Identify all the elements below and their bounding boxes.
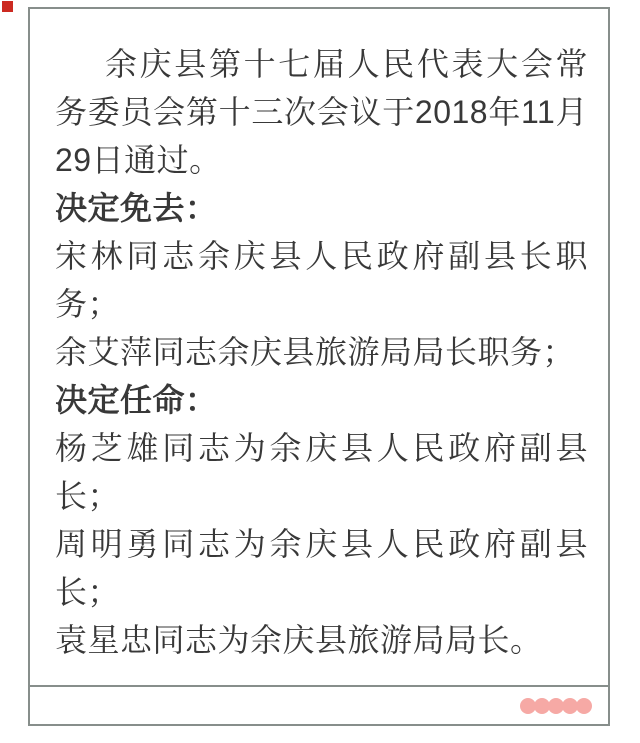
card-footer <box>30 687 608 724</box>
pagination-dots <box>520 698 592 714</box>
text-line: 务委员会第十三次会议于2018年11月 <box>55 94 588 130</box>
text-line: 长； <box>55 478 121 514</box>
heading-line: 决定免去： <box>55 190 218 226</box>
article-text <box>30 9 608 683</box>
text-line: 袁星忠同志为余庆县旅游局局长。 <box>55 622 543 658</box>
text-line: 长； <box>55 574 121 610</box>
document-card <box>28 7 610 726</box>
heading-line: 决定任命： <box>55 382 218 418</box>
text-line: 余庆县第十七届人民代表大会常 <box>105 46 588 82</box>
text-line: 杨芝雄同志为余庆县人民政府副县 <box>55 430 588 466</box>
dot-icon <box>576 698 592 714</box>
text-line: 29日通过。 <box>55 142 222 178</box>
red-corner-mark <box>2 1 13 12</box>
text-line: 周明勇同志为余庆县人民政府副县 <box>55 526 588 562</box>
text-line: 余艾萍同志余庆县旅游局局长职务； <box>55 334 576 370</box>
text-line: 务； <box>55 286 121 322</box>
text-line: 宋林同志余庆县人民政府副县长职 <box>55 238 588 274</box>
